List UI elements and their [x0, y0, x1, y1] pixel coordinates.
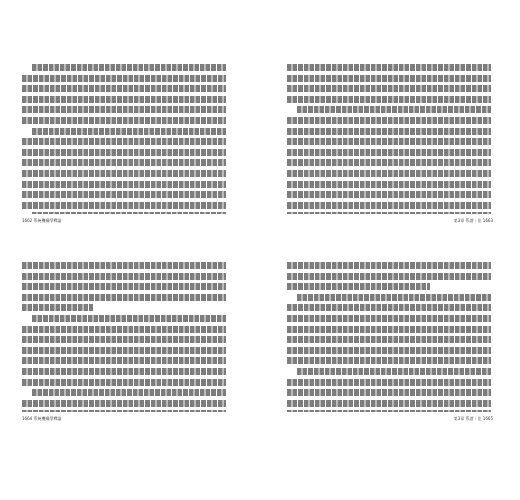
text-line: [22, 170, 226, 177]
text-line: [287, 347, 491, 354]
text-line: [287, 181, 491, 188]
text-line: [287, 117, 491, 124]
text-line: [22, 149, 226, 156]
text-line: [22, 85, 226, 92]
page-footer: 1662 系統機構學釋論: [22, 218, 62, 223]
text-line: [297, 294, 491, 301]
page-footer: 第3章 系譜｜佳 1665: [453, 416, 493, 421]
page-text-block: [287, 64, 491, 214]
text-line: [22, 191, 226, 198]
text-line: [22, 326, 226, 333]
text-line: [287, 400, 491, 407]
text-line: [287, 64, 491, 71]
text-line: [287, 273, 491, 280]
text-line: [287, 75, 491, 82]
text-line: [22, 368, 226, 375]
text-line: [32, 128, 226, 135]
text-line: [287, 326, 491, 333]
text-line: [22, 159, 226, 166]
text-line: [22, 379, 226, 386]
text-line: [22, 357, 226, 364]
page-4: [275, 238, 505, 448]
text-line: [22, 400, 226, 407]
text-line: [22, 273, 226, 280]
text-line: [297, 368, 491, 375]
text-line: [287, 191, 491, 198]
text-line: [287, 410, 491, 412]
text-line: [32, 315, 226, 322]
text-line: [287, 149, 491, 156]
text-line: [287, 128, 491, 135]
text-line: [22, 294, 226, 301]
text-line: [287, 170, 491, 177]
text-line: [22, 304, 93, 311]
text-line: [287, 315, 491, 322]
text-line: [287, 138, 491, 145]
text-line: [287, 202, 491, 209]
text-line: [32, 64, 226, 71]
text-line: [32, 212, 226, 214]
text-line: [287, 389, 491, 396]
page-3: [10, 238, 240, 448]
text-line: [22, 106, 226, 113]
text-line: [287, 283, 430, 290]
text-line: [297, 106, 491, 113]
page-text-block: [287, 262, 491, 412]
text-line: [287, 262, 491, 269]
text-line: [22, 138, 226, 145]
page-1: [10, 40, 240, 250]
text-line: [287, 357, 491, 364]
text-line: [22, 202, 226, 209]
text-line: [22, 75, 226, 82]
text-line: [22, 410, 226, 412]
text-line: [22, 262, 226, 269]
text-line: [22, 117, 226, 124]
text-line: [32, 389, 226, 396]
text-line: [287, 336, 491, 343]
text-line: [22, 96, 226, 103]
text-line: [287, 96, 491, 103]
text-line: [287, 85, 491, 92]
page-2: [275, 40, 505, 250]
text-line: [22, 336, 226, 343]
text-line: [287, 159, 491, 166]
text-line: [22, 283, 226, 290]
page-footer: 第3章 系譜｜佳 1663: [453, 218, 493, 223]
text-line: [287, 304, 491, 311]
text-line: [22, 181, 226, 188]
text-line: [287, 379, 491, 386]
page-footer: 1664 系統機構學釋論: [22, 416, 62, 421]
page-text-block: [22, 64, 226, 214]
page-text-block: [22, 262, 226, 412]
text-line: [22, 347, 226, 354]
text-line: [287, 212, 491, 214]
